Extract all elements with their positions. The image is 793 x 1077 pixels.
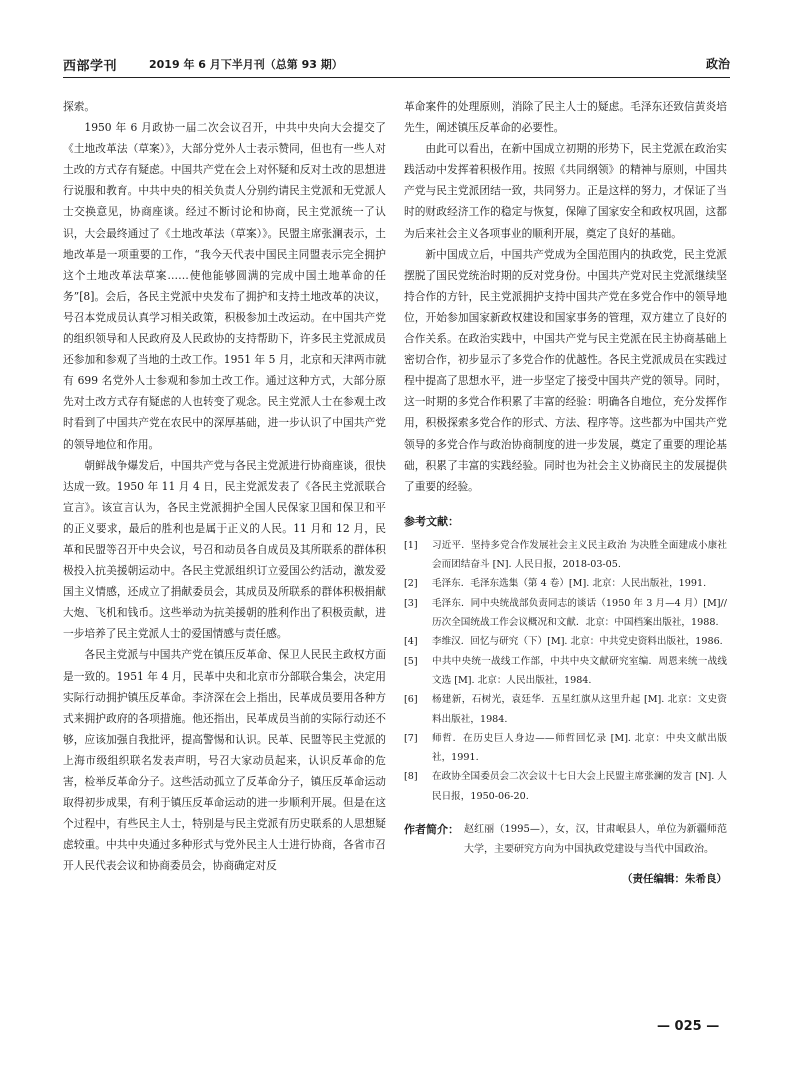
references-title: 参考文献： [404, 514, 459, 528]
responsible-editor: （责任编辑：朱希良） [622, 872, 727, 885]
right-column [404, 96, 727, 890]
paragraph: 各民主党派与中国共产党在镇压反革命、保卫人民民主政权方面是一致的。1951 年 4 月，民革中央和北京市分部联合集会，决定用实际行动拥护镇压反革命。李济深在会上指出，民革成员要用各种方式来拥护政府的各项措施。他还指出，民革成员当前的实际行动还不够，应该加强自我批评，提高警惕和认识。民革、民盟等民主党派的上海市级组织联名发表声明，号召大家动员起来，认识反革命的危害，检举反革命分子。这些活动孤立了反革命分子，镇压反革命运动取得初步成果，有利于镇压反革命运动的进一步顺利开展。但是在这个过程中，有些民主人士，特别是与民主党派有历史联系的人思想疑虑较重。中共中央通过多种形式与党外民主人士进行协商，各省市召开人民代表会议和协商委员会，协商确定对反 [63, 648, 386, 873]
author-bio [404, 820, 727, 861]
author-text: 赵红丽（1995—），女，汉，甘肃岷县人，单位为新疆师范大学，主要研究方向为中国执政党建设与当代中国政治。 [464, 824, 727, 856]
journal-name: 西部学刊 [63, 59, 118, 74]
paragraph: 由此可以看出，在新中国成立初期的形势下，民主党派在政治实践活动中发挥着积极作用。按照《共同纲领》的精神与原则，中国共产党与民主党派团结一致，共同努力。正是这样的努力，才保证了当时的财政经济工作的稳定与恢复，保障了国家安全和政权巩固，这都为后来社会主义各项事业的顺利开展，奠定了良好的基础。 [404, 142, 727, 240]
reference-item: [2] 毛泽东．毛泽东选集（第 4 卷）[M]. 北京：人民出版社，1991. [404, 578, 707, 590]
reference-item: [4] 李维汉．回忆与研究（下）[M]. 北京：中共党史资料出版社，1986. [404, 636, 723, 648]
reference-item: [3] 毛泽东．同中央统战部负责同志的谈话（1950 年 3 月—4 月）[M]// 历次全国统战工作会议概况和文献．北京：中国档案出版社，1988. [404, 597, 727, 629]
section-label: 政治 [705, 57, 730, 71]
issue-info: 2019 年 6 月下半月刊（总第 93 期） [149, 58, 343, 71]
reference-item: [1] 习近平．坚持多党合作发展社会主义民主政治 为决胜全面建成小康社会而团结奋斗 [N]. 人民日报，2018-03-05. [404, 539, 727, 571]
paragraph: 探索。 [63, 100, 96, 113]
header-rule [63, 77, 730, 78]
reference-item: [8] 在政协全国委员会二次会议十七日大会上民盟主席张澜的发言 [N]. 人民日报，1950-06-20. [404, 771, 727, 802]
page-number: — 025 — [657, 1019, 720, 1034]
page-header [63, 52, 730, 76]
reference-item: [5] 中共中央统一战线工作部，中共中央文献研究室编．周恩来统一战线文选 [M]. 北京：人民出版社，1984. [404, 655, 727, 686]
left-column [63, 96, 386, 876]
paragraph: 1950 年 6 月政协一届二次会议召开，中共中央向大会提交了《土地改革法（草案）》，大部分党外人士表示赞同，但也有一些人对土改的方式存有疑虑。中国共产党在会上对怀疑和反对土改的思想进行说服和教育。中共中央的相关负责人分别约请民主党派和无党派人士交换意见，协商座谈。经过不断讨论和协商，民主党派统一了认识，大会最终通过了《土地改革法（草案）》。民盟主席张澜表示，土地改革是一项重要的工作，“我今天代表中国民主同盟表示完全拥护这个土地改革法草案……使他能够圆满的完成中国土地革命的任务”[8]。会后，各民主党派中央发布了拥护和支持土地改革的决议，号召本党成员认真学习相关政策，积极参加土改运动。在中国共产党的组织领导和人民政府及人民政协的支持帮助下，许多民主党派成员还参加和参观了当地的土改工作。1951 年 5 月，北京和天津两市就有 699 名党外人士参观和参加土改工作。通过这种方式，大部分原先对土改方式存有疑虑的人也转变了观念。民主党派人士在参观土改时看到了中国共产党在农民中的深厚基础，进一步认识了中国共产党的领导地位和作用。 [63, 121, 386, 451]
author-label: 作者简介： [404, 823, 459, 837]
reference-item: [7] 师哲．在历史巨人身边——师哲回忆录 [M]. 北京：中央文献出版社，1991. [404, 732, 727, 764]
references-list [404, 536, 727, 806]
reference-item: [6] 杨建新，石树光，袁廷华．五星红旗从这里升起 [M]. 北京：文史资料出版社，1984. [404, 694, 727, 725]
paragraph: 新中国成立后，中国共产党成为全国范围内的执政党，民主党派摆脱了国民党统治时期的反对党身份。中国共产党对民主党派继续坚持合作的方针，民主党派拥护支持中国共产党在多党合作中的领导地位，开始参加国家新政权建设和国家事务的管理，双方建立了良好的合作关系。在政治实践中，中国共产党与民主党派在民主协商基础上密切合作，初步显示了多党合作的优越性。各民主党派成员在实践过程中提高了思想水平，进一步坚定了接受中国共产党的领导。同时，这一时期的多党合作积累了丰富的经验：明确各自地位，充分发挥作用，积极探索多党合作的形式、方法、程序等。这些都为中国共产党领导的多党合作与政治协商制度的进一步发展，奠定了重要的理论基础，积累了丰富的实践经验。同时也为社会主义协商民主的发展提供了重要的经验。 [404, 247, 727, 493]
paragraph: 革命案件的处理原则，消除了民主人士的疑虑。毛泽东还致信黄炎培先生，阐述镇压反革命的必要性。 [404, 100, 727, 135]
paragraph: 朝鲜战争爆发后，中国共产党与各民主党派进行协商座谈，很快达成一致。1950 年 11 月 4 日，民主党派发表了《各民主党派联合宣言》。该宣言认为，各民主党派拥护全国人民保家卫国和保卫和平的正义要求，最后的胜利也是属于正义的人民。11 月和 12 月，民革和民盟等召开中央会议，号召和动员各自成员及其所联系的群体积极投入抗美援朝运动中。各民主党派组织订立爱国公约活动，激发爱国主义情感，还成立了捐献委员会，其成员及所联系的群体积极捐献大炮、飞机和钱币。这些举动为抗美援朝的胜利作出了积极贡献，进一步培养了民主党派人士的爱国情感与责任感。 [63, 458, 386, 641]
